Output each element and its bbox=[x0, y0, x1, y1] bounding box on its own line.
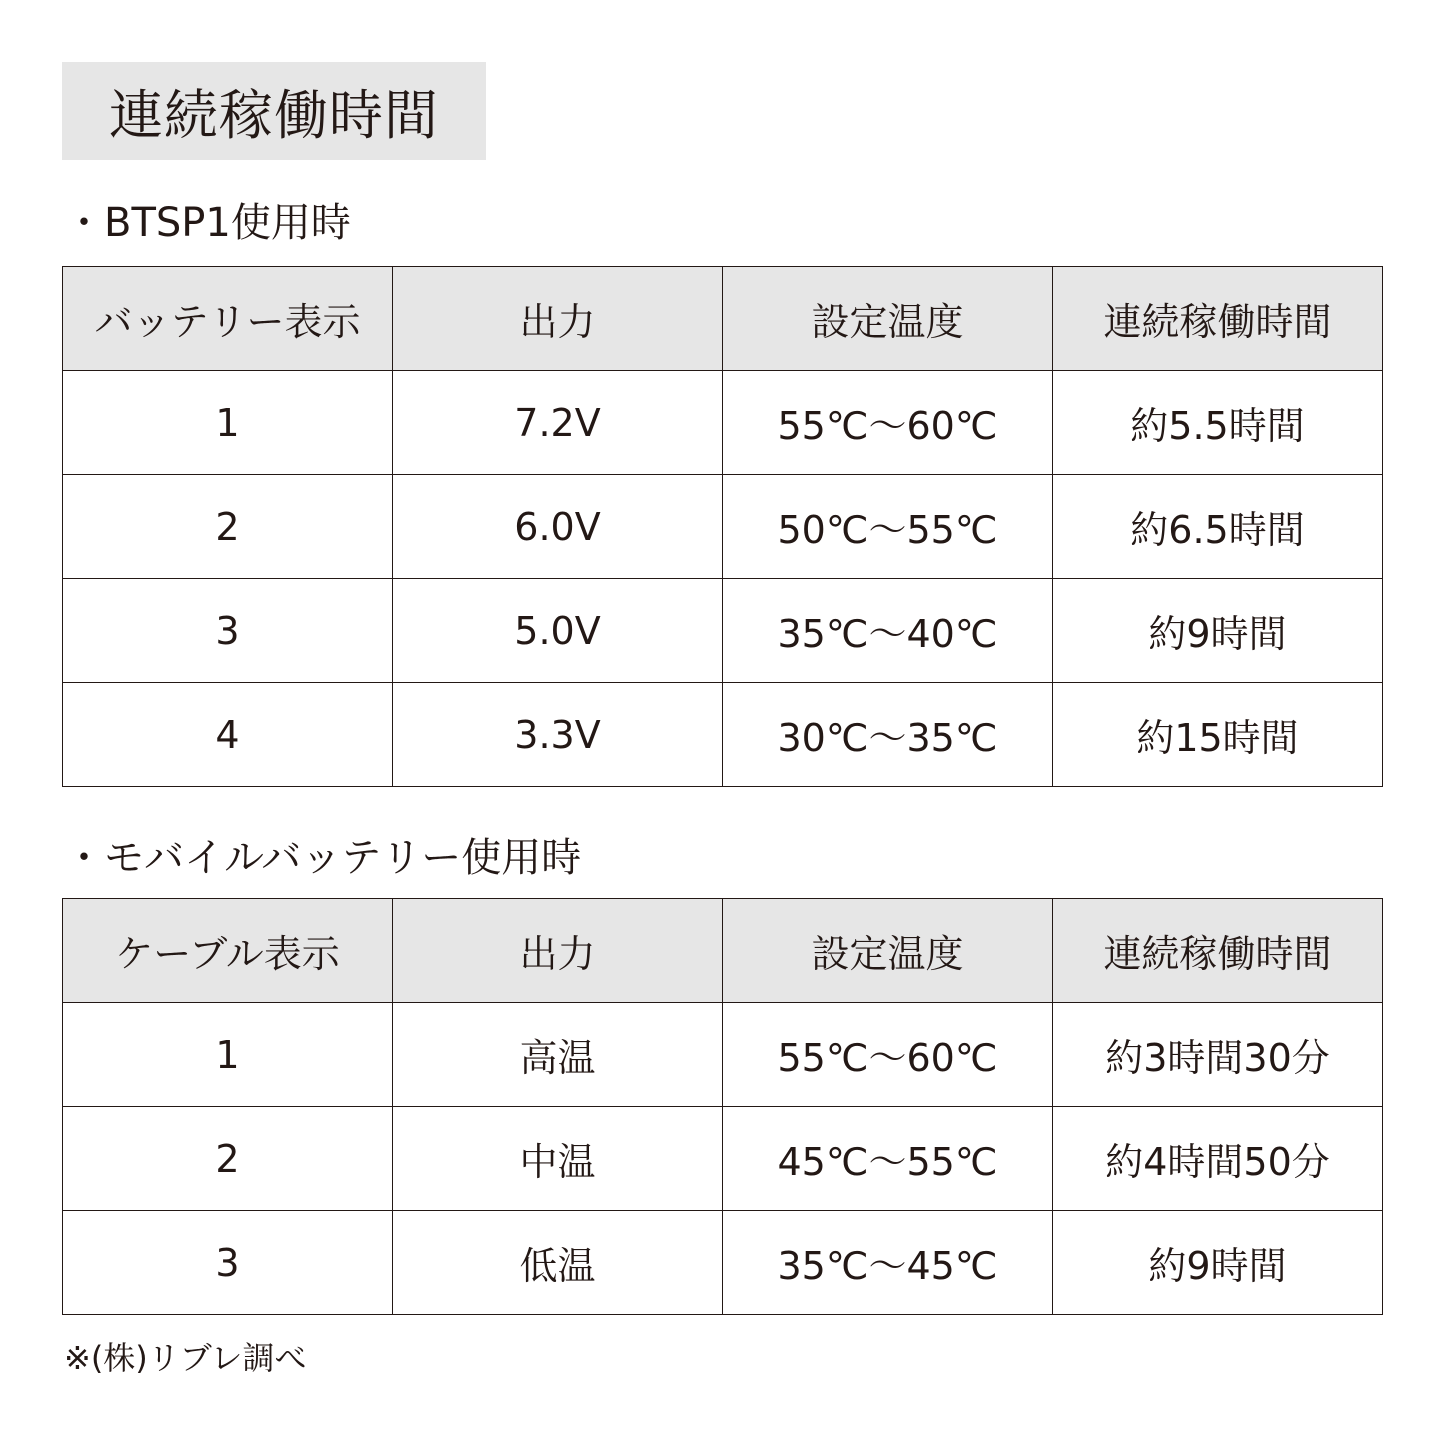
cell-level: 1 bbox=[63, 371, 393, 475]
header-output: 出力 bbox=[393, 267, 723, 371]
header-runtime: 連続稼働時間 bbox=[1053, 899, 1383, 1003]
cell-temperature: 30℃～35℃ bbox=[723, 683, 1053, 787]
cell-temperature: 35℃～45℃ bbox=[723, 1211, 1053, 1315]
table-row bbox=[63, 475, 1383, 579]
cell-level: 2 bbox=[63, 1107, 393, 1211]
cell-runtime: 約5.5時間 bbox=[1053, 371, 1383, 475]
page-title-box bbox=[62, 62, 486, 160]
cell-temperature: 55℃～60℃ bbox=[723, 371, 1053, 475]
table-row bbox=[63, 683, 1383, 787]
header-set-temperature: 設定温度 bbox=[723, 899, 1053, 1003]
section-heading-mobile-battery: ・モバイルバッテリー使用時 bbox=[64, 835, 582, 881]
cell-level: 4 bbox=[63, 683, 393, 787]
table-row bbox=[63, 579, 1383, 683]
header-cable-display: ケーブル表示 bbox=[63, 899, 393, 1003]
cell-runtime: 約4時間50分 bbox=[1053, 1107, 1383, 1211]
mobile-battery-runtime-table bbox=[62, 898, 1383, 1315]
cell-level: 3 bbox=[63, 579, 393, 683]
cell-output: 5.0V bbox=[393, 579, 723, 683]
header-output: 出力 bbox=[393, 899, 723, 1003]
cell-output: 7.2V bbox=[393, 371, 723, 475]
cell-runtime: 約3時間30分 bbox=[1053, 1003, 1383, 1107]
cell-temperature: 55℃～60℃ bbox=[723, 1003, 1053, 1107]
btsp1-runtime-table bbox=[62, 266, 1383, 787]
cell-runtime: 約9時間 bbox=[1053, 579, 1383, 683]
cell-runtime: 約9時間 bbox=[1053, 1211, 1383, 1315]
header-battery-display: バッテリー表示 bbox=[63, 267, 393, 371]
table-row bbox=[63, 1211, 1383, 1315]
cell-output: 3.3V bbox=[393, 683, 723, 787]
header-runtime: 連続稼働時間 bbox=[1053, 267, 1383, 371]
section-heading-btsp1: ・BTSP1使用時 bbox=[64, 200, 351, 246]
table-row bbox=[63, 1107, 1383, 1211]
table-row bbox=[63, 1003, 1383, 1107]
footnote: ※(株)リブレ調べ bbox=[64, 1339, 307, 1377]
cell-temperature: 50℃～55℃ bbox=[723, 475, 1053, 579]
table-header-row bbox=[63, 899, 1383, 1003]
cell-output: 中温 bbox=[393, 1107, 723, 1211]
cell-output: 低温 bbox=[393, 1211, 723, 1315]
table-row bbox=[63, 371, 1383, 475]
cell-runtime: 約6.5時間 bbox=[1053, 475, 1383, 579]
cell-output: 高温 bbox=[393, 1003, 723, 1107]
cell-runtime: 約15時間 bbox=[1053, 683, 1383, 787]
cell-temperature: 45℃～55℃ bbox=[723, 1107, 1053, 1211]
header-set-temperature: 設定温度 bbox=[723, 267, 1053, 371]
cell-level: 3 bbox=[63, 1211, 393, 1315]
cell-level: 2 bbox=[63, 475, 393, 579]
cell-level: 1 bbox=[63, 1003, 393, 1107]
page-title: 連続稼働時間 bbox=[109, 83, 439, 147]
table-header-row bbox=[63, 267, 1383, 371]
cell-output: 6.0V bbox=[393, 475, 723, 579]
cell-temperature: 35℃～40℃ bbox=[723, 579, 1053, 683]
